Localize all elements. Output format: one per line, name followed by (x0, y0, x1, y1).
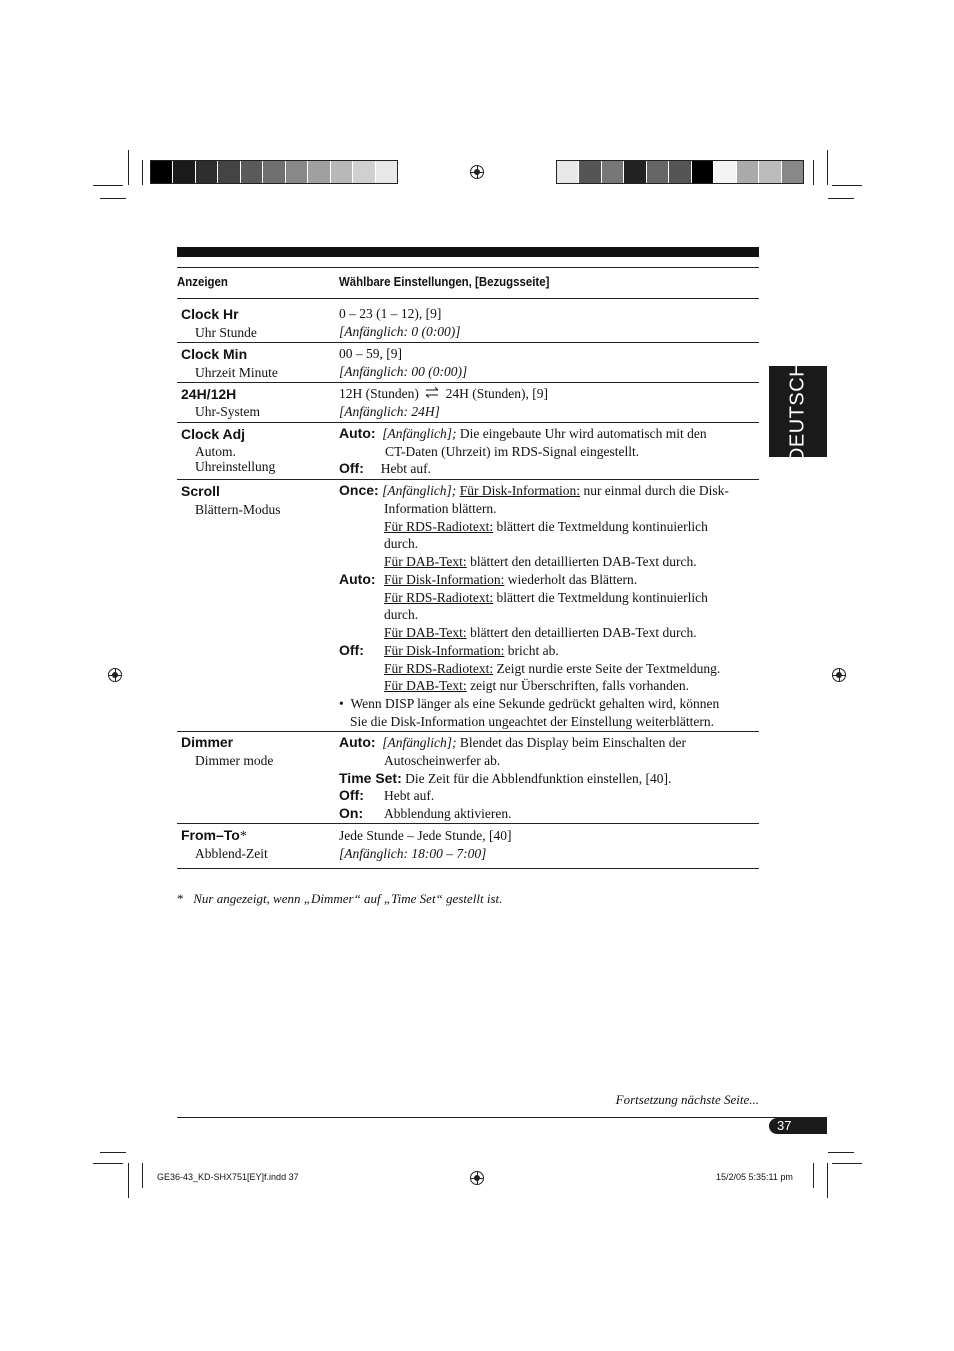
row-value: Auto: [Anfänglich]; Blendet das Display beim Einschalten der (339, 734, 686, 750)
row-value: 12H (Stunden) 24H (Stunden), [9] [Anfänglich: 24H] (339, 386, 548, 419)
row-sub: Uhr Stunde (195, 325, 257, 340)
scroll-once-details: Information blättern. Für RDS-Radiotext: blättert die Textmeldung kontinuierlich durch. Für DAB-Text: blättert den detaillierten DAB-Text durch. (384, 501, 708, 570)
crop-mark (832, 185, 862, 186)
dimmer-off-text: Hebt auf. (384, 788, 435, 803)
continue-note: Fortsetzung nächste Seite... (615, 1092, 759, 1107)
dimmer-timeset: Time Set: Die Zeit für die Abblendfunktion einstellen, [40]. (339, 770, 672, 786)
crop-mark (828, 198, 854, 199)
toggle-arrows-icon (424, 387, 440, 399)
table-divider (177, 298, 759, 299)
row-sub: Autom. (195, 444, 236, 459)
table-divider (177, 267, 759, 268)
dimmer-on-text: Abblendung aktivieren. (384, 806, 512, 821)
row-value: 0 – 23 (1 – 12), [9] [Anfänglich: 0 (0:00)] (339, 306, 461, 339)
row-name-from-to: From–To* (181, 827, 247, 844)
row-value: 00 – 59, [9] [Anfänglich: 00 (0:00)] (339, 346, 468, 379)
row-divider (177, 823, 759, 824)
row-name-scroll: Scroll (181, 483, 220, 499)
crop-mark (142, 1163, 143, 1188)
crop-mark (100, 1152, 126, 1153)
registration-mark-icon (108, 668, 122, 682)
crop-mark (827, 150, 828, 185)
table-bottom-line (177, 868, 759, 869)
row-name-dimmer: Dimmer (181, 734, 234, 750)
header-col-settings: Wählbare Einstellungen, [Bezugsseite] (339, 274, 550, 289)
row-sub: Dimmer mode (195, 753, 274, 768)
crop-mark (93, 1163, 123, 1164)
registration-mark-icon (470, 165, 484, 179)
row-divider (177, 731, 759, 732)
row-value: Auto: [Anfänglich]; Die eingebaute Uhr wird automatisch mit den CT-Daten (Uhrzeit) im RDS-Signal eingestellt. Off: Hebt auf. (339, 425, 707, 477)
row-value: Once: [Anfänglich]; Für Disk-Information: nur einmal durch die Disk- (339, 482, 729, 498)
scroll-off-details: Für Disk-Information: bricht ab. Für RDS-Radiotext: Zeigt nurdie erste Seite der Textmeldung. Für DAB-Text: zeigt nur Überschriften, falls vorhanden. (384, 643, 721, 694)
crop-mark (832, 1163, 862, 1164)
scroll-auto-label: Auto: (339, 571, 376, 587)
dimmer-auto-details: Autoscheinwerfer ab. (384, 753, 501, 768)
row-sub: Uhreinstellung (195, 459, 276, 474)
crop-mark (142, 160, 143, 185)
row-name-clock-hr: Clock Hr (181, 306, 239, 322)
crop-mark (100, 198, 126, 199)
footnote: * Nur angezeigt, wenn „Dimmer“ auf „Time Set“ gestellt ist. (177, 891, 503, 906)
crop-mark (813, 160, 814, 185)
scroll-off-label: Off: (339, 642, 364, 658)
dimmer-off-label: Off: (339, 787, 364, 803)
page-number: 37 (769, 1118, 827, 1134)
crop-mark (828, 1152, 854, 1153)
registration-mark-icon (470, 1171, 484, 1185)
footer-rule (177, 1117, 827, 1118)
crop-mark (128, 150, 129, 185)
scroll-bullet-note: • Wenn DISP länger als eine Sekunde gedrückt gehalten wird, können Sie die Disk-Information ungeachtet der Einstellung weiterblättern. (339, 696, 720, 729)
crop-mark (827, 1163, 828, 1198)
color-bar-right (556, 160, 804, 184)
row-sub: Blättern-Modus (195, 502, 281, 517)
dimmer-on-label: On: (339, 805, 364, 821)
crop-mark (128, 1163, 129, 1198)
language-tab: DEUTSCH (769, 366, 827, 457)
print-date-info: 15/2/05 5:35:11 pm (716, 1172, 793, 1182)
bullet-icon: • (339, 696, 351, 711)
row-divider (177, 382, 759, 383)
crop-mark (93, 185, 123, 186)
table-top-bar (177, 247, 759, 257)
row-sub: Uhrzeit Minute (195, 365, 278, 380)
registration-mark-icon (832, 668, 846, 682)
header-col-display: Anzeigen (177, 274, 228, 289)
row-name-24h-12h: 24H/12H (181, 386, 237, 402)
crop-mark (813, 1163, 814, 1188)
row-sub: Abblend-Zeit (195, 846, 268, 861)
row-divider (177, 422, 759, 423)
row-divider (177, 342, 759, 343)
row-value: Jede Stunde – Jede Stunde, [40] [Anfänglich: 18:00 – 7:00] (339, 828, 512, 861)
row-divider (177, 479, 759, 480)
row-name-clock-min: Clock Min (181, 346, 248, 362)
print-file-info: GE36-43_KD-SHX751[EY]f.indd 37 (157, 1172, 299, 1182)
row-name-clock-adj: Clock Adj (181, 426, 246, 442)
color-bar-left (150, 160, 398, 184)
scroll-auto-details: Für Disk-Information: wiederholt das Blättern. Für RDS-Radiotext: blättert die Textmeldung kontinuierlich durch. Für DAB-Text: blättert den detaillierten DAB-Text durch. (384, 572, 708, 641)
row-sub: Uhr-System (195, 404, 260, 419)
